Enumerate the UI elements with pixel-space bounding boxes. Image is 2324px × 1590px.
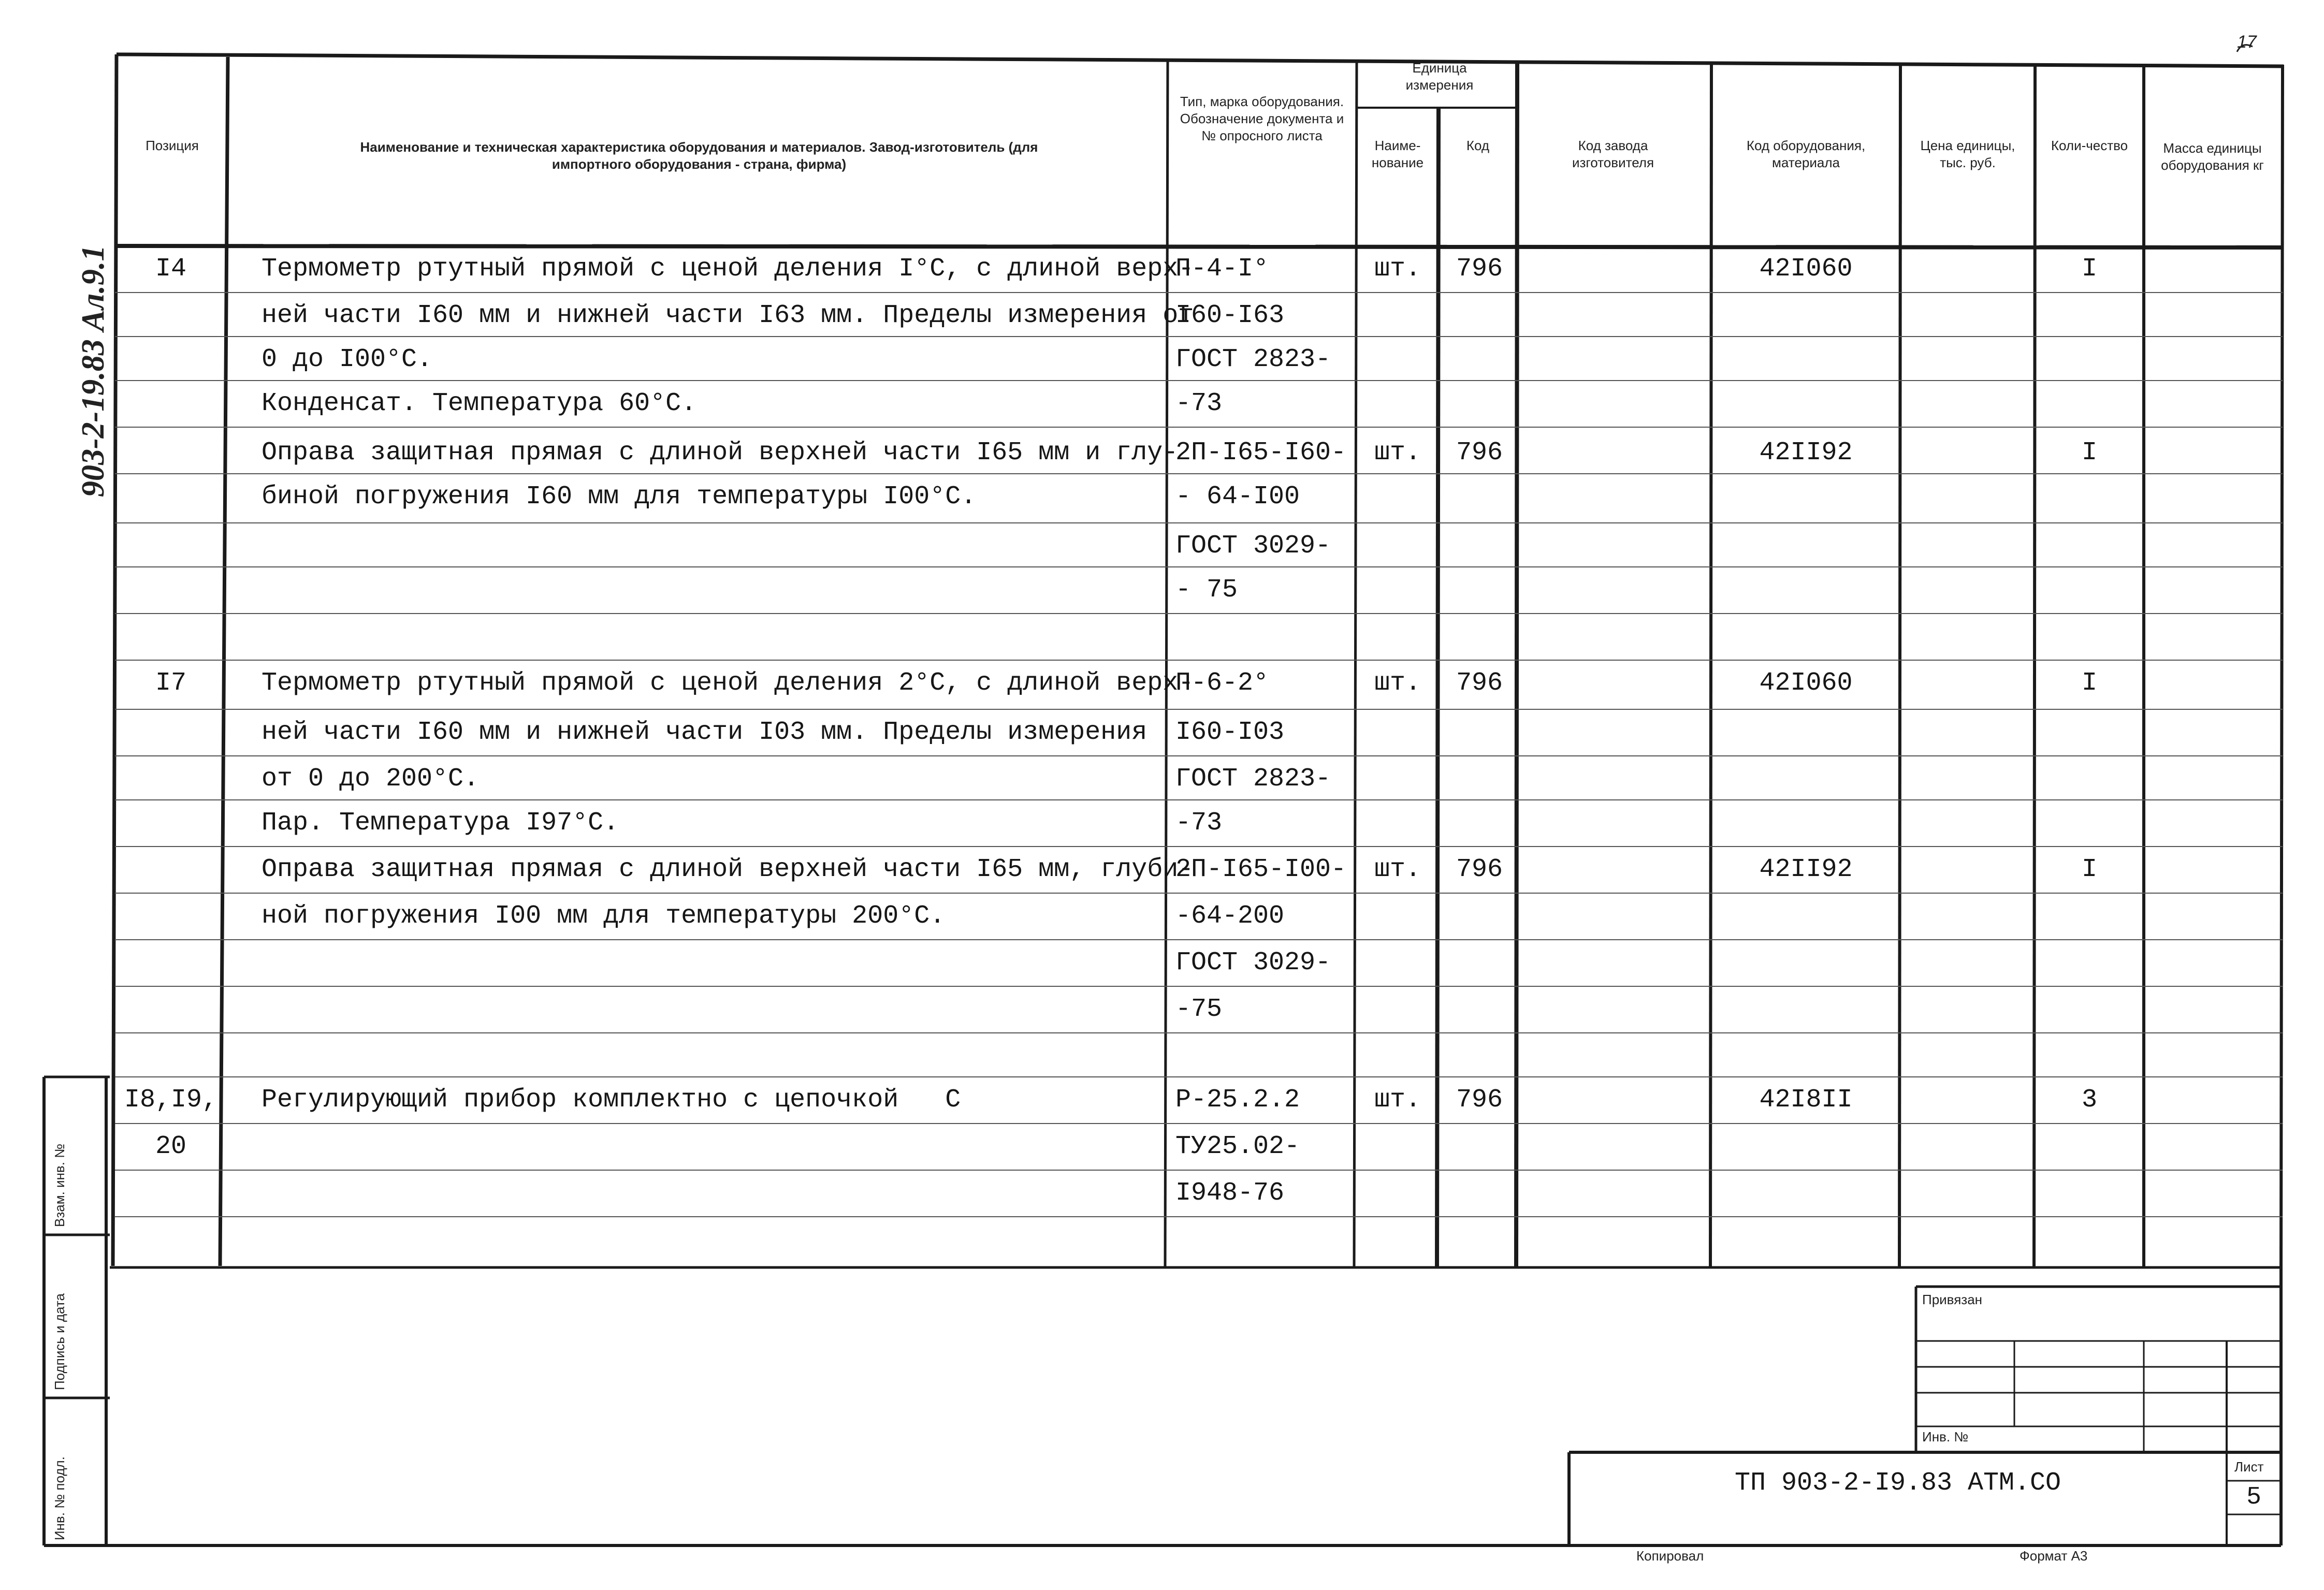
header-price: Цена единицы, тыс. руб.	[1920, 138, 2015, 170]
cell-name: Термометр ртутный прямой с ценой деления 2°С, с длиной верх-	[262, 668, 1194, 698]
cell-type: I60-I63	[1175, 301, 1285, 330]
cell-unit: шт.	[1374, 668, 1421, 698]
header-equip-code: Код оборудования, материала	[1746, 138, 1866, 170]
cell-qty: I	[2081, 855, 2097, 884]
cell-qty: I	[2081, 254, 2097, 284]
cell-name: биной погружения I60 мм для температуры I00°С.	[262, 482, 977, 512]
cell-position: I8,I9,	[124, 1085, 218, 1115]
cell-qty: I	[2081, 438, 2097, 468]
cell-type: Р-25.2.2	[1175, 1085, 1300, 1115]
cell-equip-code: 42II92	[1759, 855, 1853, 884]
corner-mark: 17	[2237, 32, 2257, 52]
header-unit-name: Наиме-нование	[1371, 138, 1424, 170]
cell-name: ной погружения I00 мм для температуры 200°С.	[262, 901, 946, 931]
cell-type: -64-200	[1175, 901, 1285, 931]
cell-type: ГОСТ 2823-	[1175, 764, 1331, 794]
cell-name: ней части I60 мм и нижней части I63 мм. Пределы измерения от	[262, 301, 1194, 330]
cell-name: Оправа защитная прямая с длиной верхней части I65 мм и глу-	[262, 438, 1179, 468]
cell-qty: I	[2081, 668, 2097, 698]
cell-code: 796	[1456, 668, 1503, 698]
header-plant-code: Код завода изготовителя	[1572, 138, 1654, 170]
doc-code: ТП 903-2-I9.83 АТМ.СО	[1734, 1468, 2061, 1498]
cell-type: ГОСТ 3029-	[1175, 948, 1331, 978]
cell-unit: шт.	[1374, 1085, 1421, 1115]
cell-name: от 0 до 200°С.	[262, 764, 480, 794]
sheet-label: Лист	[2234, 1459, 2264, 1475]
sheet-number: 5	[2246, 1483, 2261, 1511]
cell-name: Конденсат. Температура 60°С.	[262, 389, 697, 418]
cell-position: I7	[155, 668, 186, 698]
stamp-podpis-data: Подпись и дата	[52, 1293, 67, 1390]
cell-code: 796	[1456, 254, 1503, 284]
cell-type: - 75	[1175, 575, 1238, 605]
inv-no-label: Инв. №	[1922, 1429, 1969, 1445]
cell-unit: шт.	[1374, 254, 1421, 284]
cell-type: ТУ25.02-	[1175, 1132, 1300, 1161]
cell-code: 796	[1456, 855, 1503, 884]
header-mass: Масса единицы оборудования кг	[2161, 140, 2264, 173]
cell-position: I4	[155, 254, 186, 284]
cell-unit: шт.	[1374, 438, 1421, 468]
cell-type: П-6-2°	[1175, 668, 1269, 698]
cell-equip-code: 42I8II	[1759, 1085, 1853, 1115]
cell-name: Оправа защитная прямая с длиной верхней части I65 мм, глуби-	[262, 855, 1194, 884]
cell-name: 0 до I00°С.	[262, 345, 433, 374]
cell-qty: 3	[2081, 1085, 2097, 1115]
footer-copied: Копировал	[1636, 1548, 1704, 1564]
side-document-code: 903-2-19.83 Ал.9.1	[76, 245, 111, 497]
cell-type: 2П-I65-I00-	[1175, 855, 1347, 884]
cell-type: I60-I03	[1175, 718, 1285, 747]
cell-equip-code: 42II92	[1759, 438, 1853, 468]
header-qty: Коли-чество	[2051, 138, 2128, 153]
header-unit-group: Единица измерения	[1405, 60, 1474, 93]
cell-type: - 64-I00	[1175, 482, 1300, 512]
stamp-inv-podl: Инв. № подл.	[52, 1456, 67, 1540]
stamp-vzam-inv: Взам. инв. №	[52, 1143, 67, 1227]
cell-equip-code: 42I060	[1759, 254, 1853, 284]
cell-type: ГОСТ 3029-	[1175, 531, 1331, 561]
cell-position: 20	[155, 1132, 186, 1161]
header-unit-code: Код	[1466, 138, 1490, 153]
cell-name: ней части I60 мм и нижней части I03 мм. Пределы измерения	[262, 718, 1148, 747]
cell-code: 796	[1456, 438, 1503, 468]
cell-type: П-4-I°	[1175, 254, 1269, 284]
cell-name: Регулирующий прибор комплектно с цепочкой С	[262, 1085, 961, 1115]
footer-format: Формат А3	[2020, 1548, 2088, 1564]
header-name: Наименование и техническая характеристика оборудования и материалов. Завод-изготовитель (для импортного оборудования - страна, фирма)	[360, 139, 1038, 172]
cell-unit: шт.	[1374, 855, 1421, 884]
cell-type: I948-76	[1175, 1178, 1285, 1208]
cell-type: -73	[1175, 808, 1223, 838]
cell-name: Термометр ртутный прямой с ценой деления I°С, с длиной верх-	[262, 254, 1194, 284]
cell-type: ГОСТ 2823-	[1175, 345, 1331, 374]
cell-type: -75	[1175, 995, 1223, 1024]
cell-type: -73	[1175, 389, 1223, 418]
cell-name: Пар. Температура I97°С.	[262, 808, 619, 838]
privyazan-label: Привязан	[1922, 1292, 1983, 1307]
cell-equip-code: 42I060	[1759, 668, 1853, 698]
cell-type: 2П-I65-I60-	[1175, 438, 1347, 468]
header-position: Позиция	[146, 138, 199, 153]
header-type: Тип, марка оборудования. Обозначение документа и № опросного листа	[1180, 94, 1344, 143]
cell-code: 796	[1456, 1085, 1503, 1115]
